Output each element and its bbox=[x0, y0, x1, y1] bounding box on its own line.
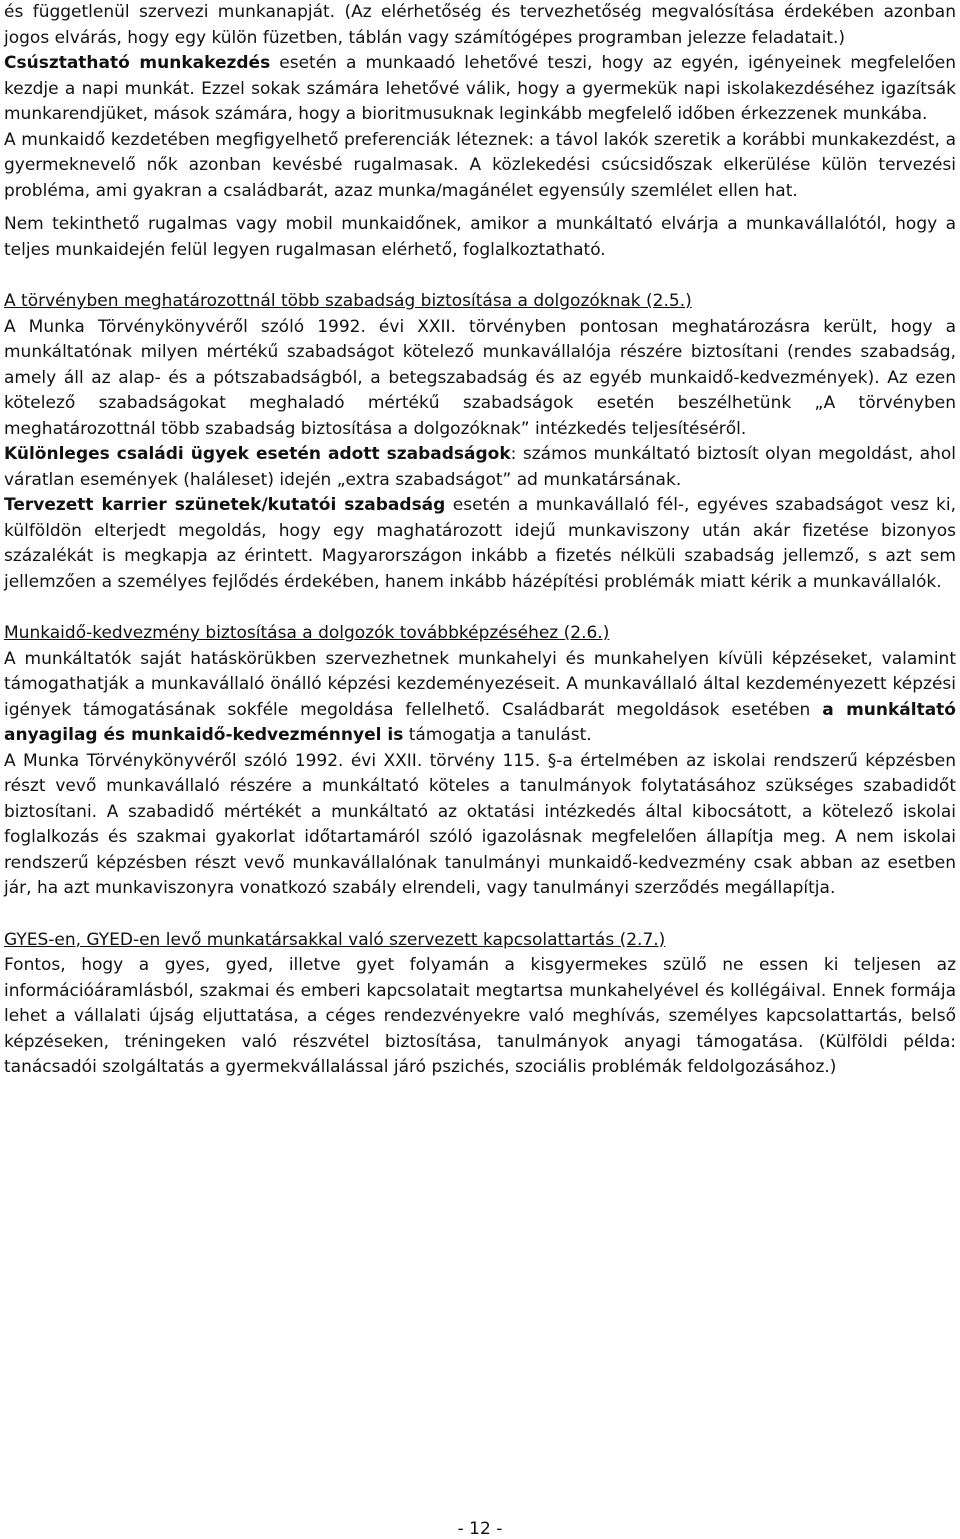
spacer bbox=[4, 902, 956, 928]
spacer bbox=[4, 263, 956, 289]
section-2-6-paragraph-2: A Munka Törvénykönyvéről szóló 1992. évi XXII. törvény 115. §-a értelmében az iskolai rendszerű képzésben részt vevő munkavállaló részére a munkáltató köteles a tanulmányok folytatásához szükséges szabadidőt biztosítani. A szabadidő mértékét a munkáltató az oktatási intézkedés által kibocsátott, a kötelező iskolai foglalkozás és szakmai gyakorlat időtartamáról szóló igazolásnak megfelelően állapítja meg. A nem iskolai rendszerű képzésben részt vevő munkavállalónak tanulmányi munkaidő-kedvezmény csak abban az esetben jár, ha azt munkaviszonyra vonatkozó szabály elrendeli, vagy tanulmányi szerződés megállapítja. bbox=[4, 750, 956, 898]
section-2-6-paragraph-1 bbox=[4, 647, 956, 749]
intro-paragraph-4: Nem tekinthető rugalmas vagy mobil munkaidőnek, amikor a munkáltató elvárja a munkavállalótól, hogy a teljes munkaidején felül legyen rugalmasan elérhető, foglalkoztatható. bbox=[4, 214, 956, 260]
term-career-break: Tervezett karrier szünetek/kutatói szabadság bbox=[4, 495, 446, 515]
spacer bbox=[4, 204, 956, 212]
section-2-5-paragraph-2-text: : számos munkáltató biztosít olyan megoldást, ahol váratlan események (haláleset) idején „extra szabadságot” ad munkatársának. bbox=[4, 444, 956, 490]
term-family-leave: Különleges családi ügyek esetén adott szabadságok bbox=[4, 444, 511, 464]
intro-paragraph-3: A munkaidő kezdetében megfigyelhető preferenciák léteznek: a távol lakók szeretik a korábbi munkakezdést, a gyermeknevelő nők azonban kevésbé rugalmasak. A közlekedési csúcsidőszak elkerülése külön tervezési probléma, ami gyakran a családbarát, azaz munka/magánélet egyensúly szemlélet ellen hat. bbox=[4, 129, 956, 201]
section-2-5-paragraph-2 bbox=[4, 442, 956, 493]
intro-paragraph-1: és függetlenül szervezi munkanapját. (Az elérhetőség és tervezhetőség megvalósítása érdekében azonban jogos elvárás, hogy egy külön füzetben, táblán vagy számítógépes programban jelezze feladatait.) bbox=[4, 2, 956, 48]
section-2-6-paragraph-1-text-a: A munkáltatók saját hatáskörükben szervezhetnek munkahelyi és munkahelyen kívüli képzéseket, valamint támogathatják a munkavállaló önálló képzési kezdeményezéseit. A munkavállaló által kezdeményezett képzési igények támogatásának sokféle megoldása fellelhető. Családbarát megoldások esetében bbox=[4, 648, 956, 720]
section-2-7-paragraph-1: Fontos, hogy a gyes, gyed, illetve gyet folyamán a kisgyermekes szülő ne essen ki teljesen az információáramlásból, szakmai és emberi kapcsolatait megtartsa munkahelyével és kollégáival. Ennek formája lehet a vállalati újság eljuttatása, a céges rendezvényekre való meghívás, személyes kapcsolattartás, belső képzéseken, tréningeken való részvétel biztosítása, tanulmányok anyagi támogatása. (Külföldi példa: tanácsadói szolgáltatás a gyermekvállalással járó pszichés, szociális problémák feldolgozásához.) bbox=[4, 955, 956, 1077]
section-2-6-paragraph-1-text-b: támogatja a tanulást. bbox=[403, 725, 592, 745]
term-employer-support: a munkáltató anyagilag és munkaidő-kedvezménnyel is bbox=[4, 699, 956, 745]
intro-paragraph-2-text: esetén a munkaadó lehetővé teszi, hogy az egyén, igényeinek megfelelően kezdje a napi munkát. Ezzel sokak számára lehetővé válik, hogy a gyermekük napi iskolakezdéséhez igazítsák munkarendjüket, mások számára, hogy a bioritmusuknak leginkább megfelelő időben érkezzenek munkába. bbox=[4, 53, 956, 124]
term-sliding-start: Csúsztatható munkakezdés bbox=[4, 53, 271, 73]
section-heading-2-6: Munkaidő-kedvezmény biztosítása a dolgozók továbbképzéséhez (2.6.) bbox=[4, 623, 610, 643]
section-2-5-paragraph-3 bbox=[4, 493, 956, 595]
section-heading-2-7: GYES-en, GYED-en levő munkatársakkal való szervezett kapcsolattartás (2.7.) bbox=[4, 929, 666, 950]
spacer bbox=[4, 595, 956, 621]
section-2-5-paragraph-1: A Munka Törvénykönyvéről szóló 1992. évi XXII. törvényben pontosan meghatározásra került, hogy a munkáltatónak milyen mértékű szabadságot kötelező munkavállalója részére biztosítani (rendes szabadság, amely áll az alap- és a pótszabadságból, a betegszabadság és az egyéb munkaidő-kedvezmények). Az ezen kötelező szabadságokat meghaladó mértékű szabadságok esetén beszélhetünk „A törvényben meghatározottnál több szabadság biztosítása a dolgozóknak” intézkedés teljesítéséről. bbox=[4, 316, 956, 439]
intro-paragraph-2 bbox=[4, 51, 956, 128]
page-number: - 12 - bbox=[457, 1519, 503, 1539]
document-page bbox=[4, 0, 956, 1081]
section-heading-2-5: A törvényben meghatározottnál több szabadság biztosítása a dolgozóknak (2.5.) bbox=[4, 291, 692, 311]
section-2-5-paragraph-3-text: esetén a munkavállaló fél-, egyéves szabadságot vesz ki, külföldön elterjedt megoldás, hogy egy maghatározott idejű munkaviszony után akár fizetése bizonyos százalékát is megkapja az érintett. Magyarországon inkább a fizetés nélküli szabadság jellemző, s azt sem jellemzően a személyes fejlődés érdekében, hanem inkább házépítési problémák miatt kérik a munkavállalók. bbox=[4, 495, 956, 592]
